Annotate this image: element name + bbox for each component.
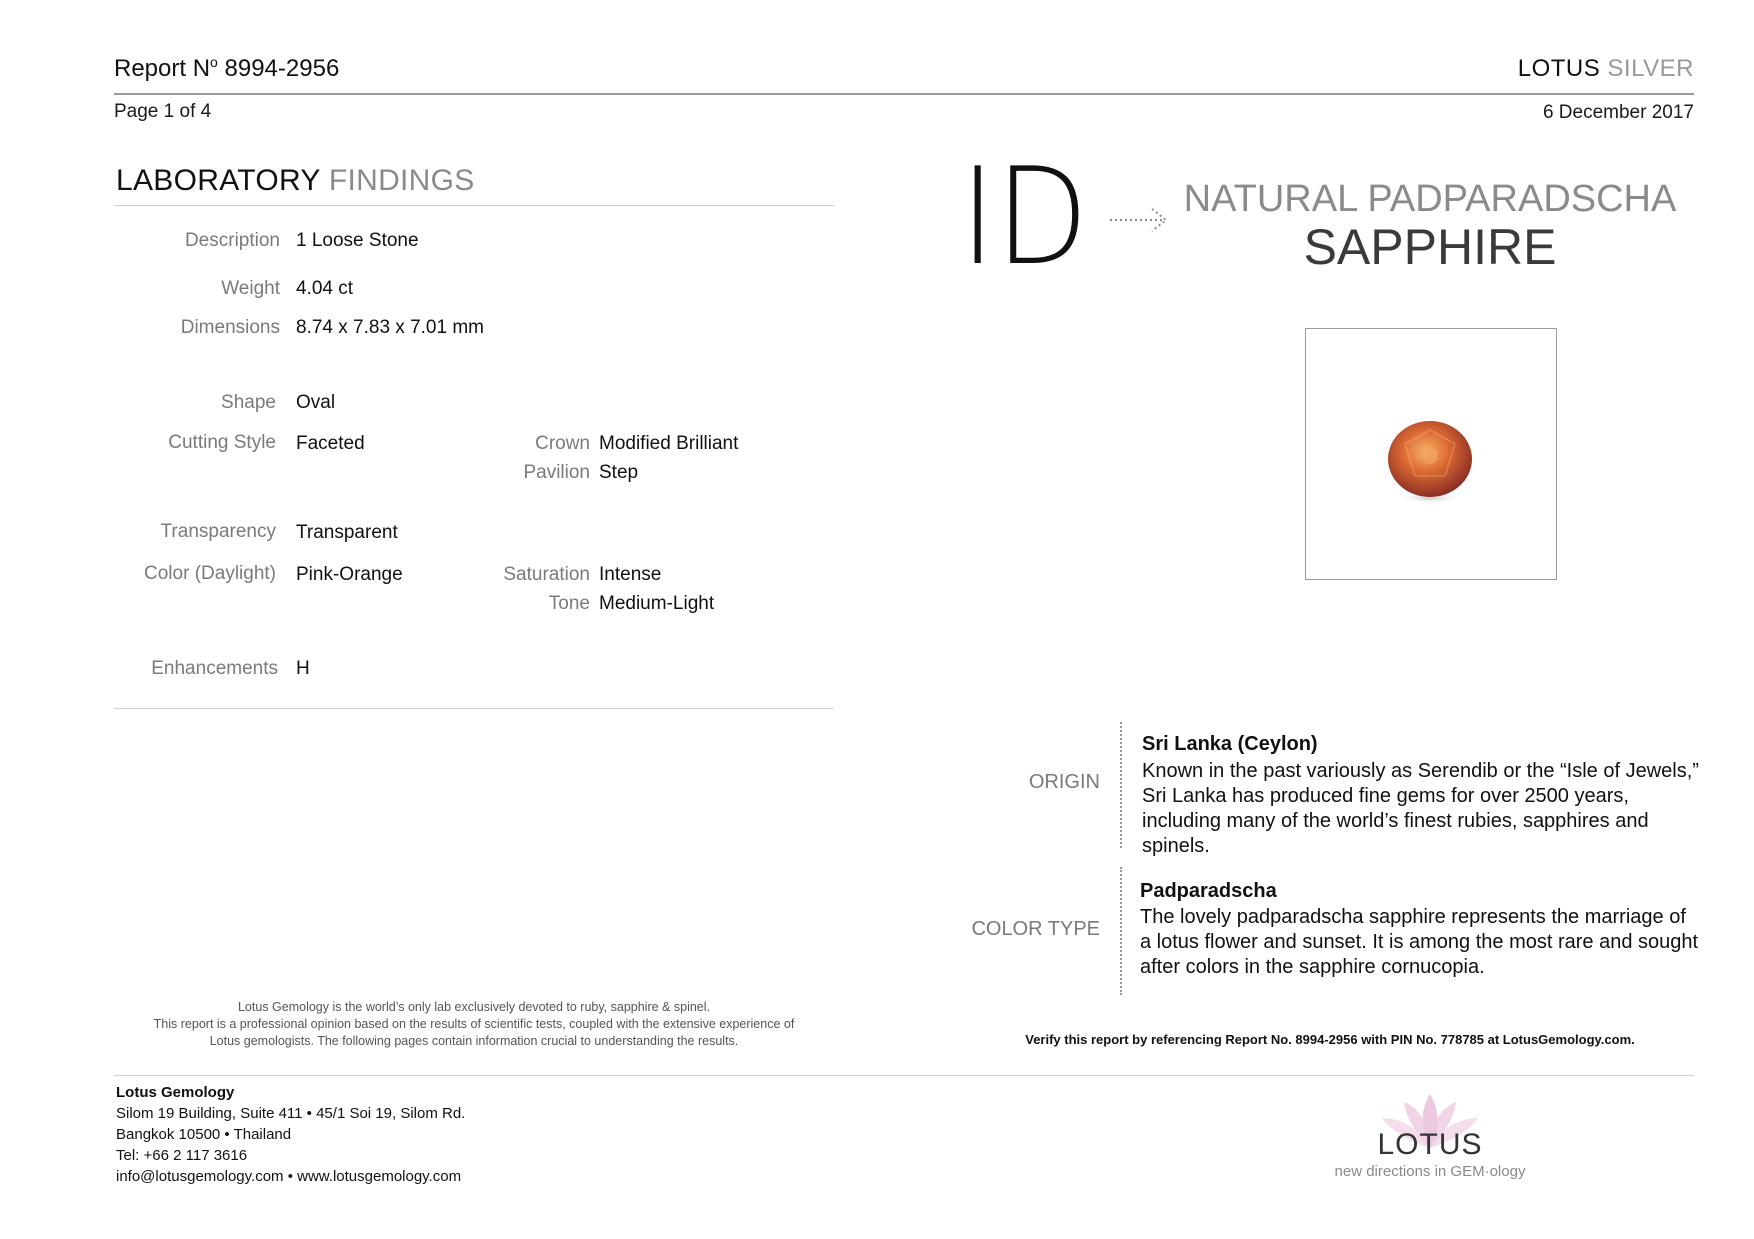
section-divider-bottom bbox=[114, 708, 834, 709]
saturation-label: Saturation bbox=[503, 564, 590, 585]
origin-label: ORIGIN bbox=[1028, 771, 1100, 793]
description-value: 1 Loose Stone bbox=[296, 230, 419, 251]
color-type-title: Padparadscha bbox=[1140, 880, 1277, 902]
contact-line: info@lotusgemology.com • www.lotusgemology.com bbox=[116, 1168, 462, 1185]
disclaimer-line: This report is a professional opinion based on the results of scientific tests, coupled with the extensive experience of bbox=[153, 1017, 795, 1031]
logo-tagline: new directions in GEM·ology bbox=[1334, 1163, 1526, 1180]
color-value: Pink-Orange bbox=[296, 564, 403, 585]
brand-title bbox=[1518, 55, 1694, 83]
crown-value: Modified Brilliant bbox=[599, 433, 739, 454]
origin-body: Known in the past variously as Serendib or the “Isle of Jewels,” Sri Lanka has produced fine gems for over 2500 years, including many of the world’s finest rubies, sapphires and spinels. bbox=[1142, 760, 1699, 857]
pavilion-value: Step bbox=[599, 462, 639, 483]
report-label: Report N bbox=[114, 55, 211, 82]
disclaimer bbox=[114, 999, 834, 1050]
address-line: Bangkok 10500 • Thailand bbox=[116, 1126, 292, 1143]
disclaimer-line: Lotus Gemology is the world’s only lab exclusively devoted to ruby, sapphire & spinel. bbox=[237, 1000, 710, 1014]
report-number bbox=[114, 54, 339, 83]
crown-label: Crown bbox=[535, 433, 590, 454]
company-address bbox=[116, 1082, 465, 1187]
color-type-divider bbox=[1120, 867, 1122, 995]
color-type-body: The lovely padparadscha sapphire represents the marriage of a lotus flower and sunset. It is among the most rare and sought after colors in the sapphire cornucopia. bbox=[1140, 906, 1699, 978]
pavilion-label: Pavilion bbox=[523, 462, 590, 483]
brand-sub: SILVER bbox=[1607, 55, 1694, 82]
weight-label: Weight bbox=[221, 278, 280, 299]
cutting-style-label: Cutting Style bbox=[168, 432, 276, 453]
saturation-value: Intense bbox=[599, 564, 662, 585]
tone-value: Medium-Light bbox=[599, 593, 715, 614]
transparency-label: Transparency bbox=[160, 521, 276, 542]
telephone: Tel: +66 2 117 3616 bbox=[116, 1147, 248, 1164]
report-date: 6 December 2017 bbox=[1542, 102, 1694, 123]
description-label: Description bbox=[184, 230, 280, 251]
report-number-value: 8994-2956 bbox=[224, 55, 340, 82]
tone-label: Tone bbox=[548, 593, 590, 614]
company-name: Lotus Gemology bbox=[116, 1084, 235, 1101]
color-type-label: COLOR TYPE bbox=[971, 918, 1100, 940]
enhancements-label: Enhancements bbox=[151, 658, 278, 679]
weight-value: 4.04 ct bbox=[296, 278, 354, 299]
section-title-main: LABORATORY bbox=[116, 164, 321, 197]
brand-main: LOTUS bbox=[1517, 55, 1601, 82]
dimensions-label: Dimensions bbox=[180, 317, 280, 338]
color-label: Color (Daylight) bbox=[144, 563, 276, 584]
section-divider bbox=[114, 205, 834, 206]
cutting-style-value: Faceted bbox=[296, 433, 365, 454]
report-symbol: o bbox=[210, 54, 218, 70]
origin-title: Sri Lanka (Ceylon) bbox=[1142, 733, 1318, 755]
page-indicator: Page 1 of 4 bbox=[114, 101, 212, 122]
identification-title: SAPPHIRE bbox=[1303, 219, 1557, 275]
shape-label: Shape bbox=[221, 392, 276, 413]
shape-value: Oval bbox=[296, 392, 336, 413]
logo-wordmark: LOTUS bbox=[1377, 1128, 1483, 1161]
gemstone-image bbox=[1385, 416, 1475, 511]
verify-notice: Verify this report by referencing Report No. 8994-2956 with PIN No. 778785 at LotusGemology.com. bbox=[1025, 1032, 1635, 1047]
section-title bbox=[116, 164, 475, 198]
footer-divider bbox=[114, 1075, 1694, 1076]
id-mark: ID bbox=[960, 139, 1089, 295]
enhancements-value: H bbox=[296, 658, 310, 679]
header-divider bbox=[114, 93, 1694, 95]
disclaimer-line: Lotus gemologists. The following pages contain information crucial to understanding the results. bbox=[209, 1034, 739, 1048]
origin-divider bbox=[1120, 722, 1122, 848]
section-title-sub: FINDINGS bbox=[328, 164, 475, 197]
transparency-value: Transparent bbox=[296, 522, 398, 543]
identification-subtitle: NATURAL PADPARADSCHA bbox=[1183, 178, 1677, 220]
dimensions-value: 8.74 x 7.83 x 7.01 mm bbox=[296, 317, 484, 338]
address-line: Silom 19 Building, Suite 411 • 45/1 Soi 19, Silom Rd. bbox=[116, 1105, 466, 1122]
